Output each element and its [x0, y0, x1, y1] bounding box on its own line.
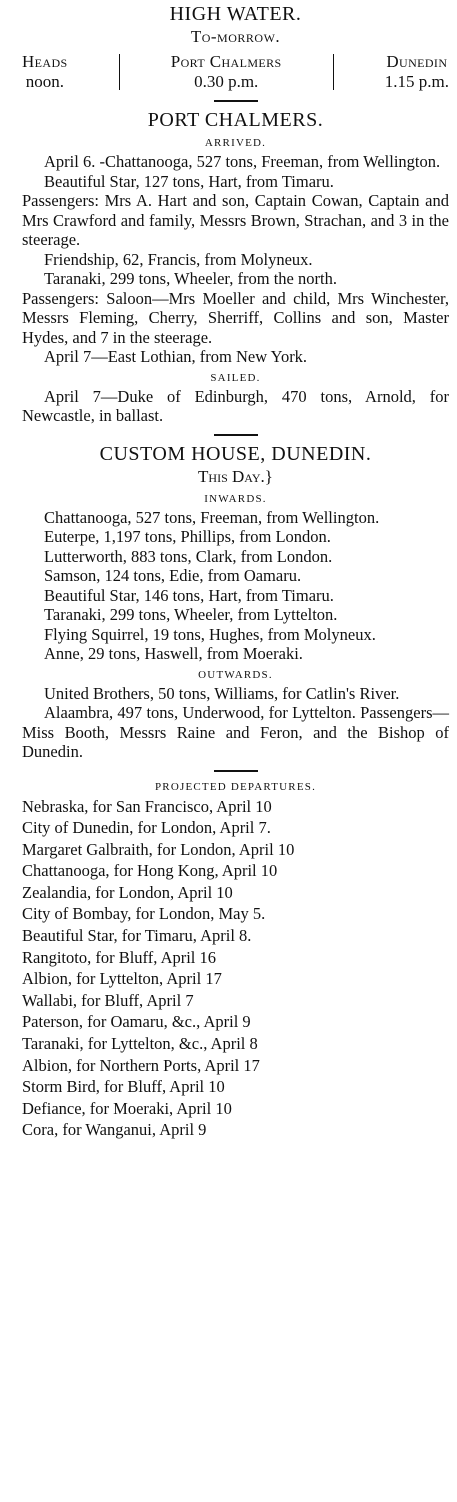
high-water-title: HIGH WATER.: [169, 3, 302, 25]
arrived-heading: ARRIVED.: [204, 137, 267, 149]
departure-item: Zealandia, for London, April 10: [22, 882, 233, 902]
port-chalmers-title: PORT CHALMERS.: [147, 109, 324, 131]
departure-item: Storm Bird, for Bluff, April 10: [22, 1077, 225, 1097]
outwards-entry: Alaambra, 497 tons, Underwood, for Lyttelton. Passengers—Miss Booth, Messrs Raine and Feron, and the Bishop of Dunedin.: [22, 703, 449, 761]
departure-item: Margaret Galbraith, for London, April 10: [22, 839, 295, 859]
departure-item: City of Dunedin, for London, April 7.: [22, 818, 271, 838]
arrival-entry: April 7—East Lothian, from New York.: [44, 347, 308, 366]
inwards-entry: Euterpe, 1,197 tons, Phillips, from London.: [44, 527, 331, 546]
section-rule: [214, 100, 258, 102]
dunedin-column: [385, 52, 449, 92]
heads-label: Heads: [22, 52, 68, 71]
arrival-entry: Beautiful Star, 127 tons, Hart, from Timaru.: [44, 171, 334, 191]
departure-item: Wallabi, for Bluff, April 7: [22, 990, 194, 1010]
arrival-entry: Taranaki, 299 tons, Wheeler, from the north.: [44, 269, 337, 288]
port-chalmers-column: [171, 52, 282, 92]
departure-item: City of Bombay, for London, May 5.: [22, 904, 266, 924]
departure-item: Cora, for Wanganui, April 9: [22, 1120, 207, 1140]
newspaper-column: [0, 2, 457, 1502]
custom-house-title: CUSTOM HOUSE, DUNEDIN.: [99, 442, 372, 465]
port-chalmers-value: 0.30 p.m.: [194, 72, 259, 91]
departure-item: Albion, for Northern Ports, April 17: [22, 1055, 260, 1075]
inwards-entry: Taranaki, 299 tons, Wheeler, from Lyttelton.: [44, 605, 338, 624]
dunedin-value: 1.15 p.m.: [384, 72, 449, 91]
column-divider: [119, 54, 120, 90]
arrival-entry: Friendship, 62, Francis, from Molyneux.: [44, 249, 313, 269]
inwards-entry: Anne, 29 tons, Haswell, from Moeraki.: [44, 644, 303, 663]
inwards-entry: Samson, 124 tons, Edie, from Oamaru.: [44, 566, 302, 585]
departures-list: [22, 796, 449, 1142]
inwards-entry: Flying Squirrel, 19 tons, Hughes, from Molyneux.: [44, 624, 376, 644]
inwards-entry: Beautiful Star, 146 tons, Hart, from Timaru.: [44, 585, 334, 605]
heads-value: noon.: [25, 72, 64, 91]
arrival-entry: April 6. -Chattanooga, 527 tons, Freeman, from Wellington.: [44, 152, 441, 171]
inwards-entry: Lutterworth, 883 tons, Clark, from London.: [44, 546, 333, 566]
high-water-table: [22, 52, 449, 92]
departure-item: Taranaki, for Lyttelton, &c., April 8: [22, 1034, 258, 1054]
departure-item: Albion, for Lyttelton, April 17: [22, 969, 222, 989]
sailed-entry: April 7—Duke of Edinburgh, 470 tons, Arnold, for Newcastle, in ballast.: [22, 386, 449, 425]
outwards-heading: OUTWARDS.: [198, 668, 273, 681]
departure-item: Rangitoto, for Bluff, April 16: [22, 947, 217, 967]
section-rule: [214, 770, 258, 772]
heads-column: [22, 52, 68, 92]
port-chalmers-label: Port Chalmers: [170, 52, 282, 71]
high-water-subtitle: To-morrow.: [190, 27, 281, 46]
outwards-entry: United Brothers, 50 tons, Williams, for Catlin's River.: [44, 683, 400, 703]
inwards-heading: INWARDS.: [204, 492, 267, 505]
arrival-passengers: Passengers: Mrs A. Hart and son, Captain Cowan, Captain and Mrs Crawford and family, Messrs Brown, Strachan, and 3 in the steerage.: [22, 191, 449, 249]
departure-item: Nebraska, for San Francisco, April 10: [22, 796, 272, 816]
dunedin-label: Dunedin: [386, 52, 448, 71]
sailed-heading: SAILED.: [210, 371, 261, 384]
departures-heading: PROJECTED DEPARTURES.: [154, 780, 317, 793]
column-divider: [333, 54, 334, 90]
arrival-passengers: Passengers: Saloon—Mrs Moeller and child, Mrs Winchester, Messrs Fleming, Cherry, Sherriff, Collins and son, Master Hydes, and 7 in the steerage.: [22, 288, 449, 347]
departure-item: Chattanooga, for Hong Kong, April 10: [22, 861, 278, 881]
section-rule: [214, 434, 258, 436]
inwards-entry: Chattanooga, 527 tons, Freeman, from Wellington.: [44, 507, 380, 527]
departure-item: Beautiful Star, for Timaru, April 8.: [22, 926, 252, 946]
departure-item: Defiance, for Moeraki, April 10: [22, 1098, 232, 1118]
custom-house-date: This Day.}: [198, 466, 273, 486]
departure-item: Paterson, for Oamaru, &c., April 9: [22, 1012, 251, 1032]
